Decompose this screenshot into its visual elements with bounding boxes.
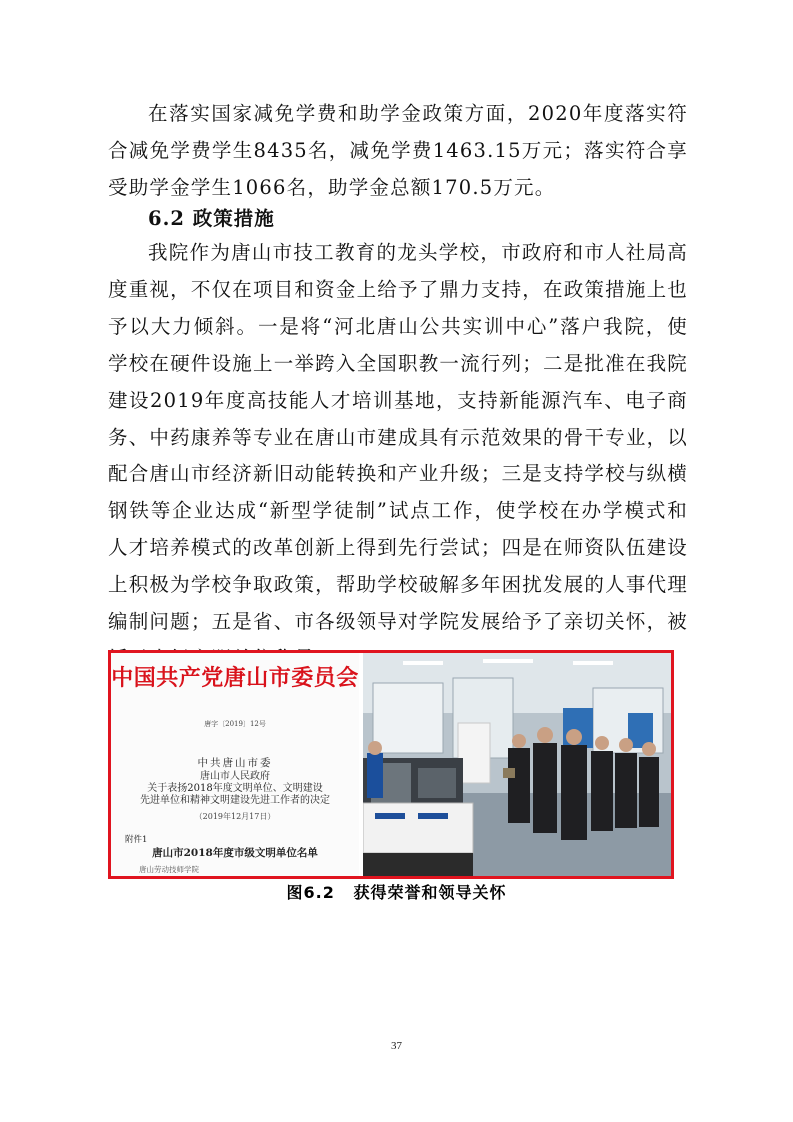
document-school: 唐山劳动技师学院 bbox=[139, 865, 199, 874]
caption-text: 获得荣誉和领导关怀 bbox=[353, 883, 507, 902]
document-list-title: 唐山市2018年度市级文明单位名单 bbox=[152, 847, 318, 859]
honor-document-image bbox=[111, 653, 359, 876]
document-line: 先进单位和精神文明建设先进工作者的决定 bbox=[140, 795, 330, 806]
document-line: 中共唐山市委 bbox=[197, 757, 273, 769]
document-header: 中国共产党唐山市委员会 bbox=[111, 665, 359, 691]
caption-number: 图6.2 bbox=[286, 883, 335, 902]
section-heading: 6.2 政策措施 bbox=[148, 207, 275, 230]
document-number: 唐字〔2019〕12号 bbox=[204, 720, 266, 728]
page-number: 37 bbox=[391, 1040, 402, 1052]
document-attachment: 附件1 bbox=[125, 835, 148, 845]
leaders-visit-photo bbox=[363, 653, 671, 876]
figure-caption bbox=[0, 880, 793, 903]
document-line: 唐山市人民政府 bbox=[200, 771, 270, 782]
document-line: 关于表扬2018年度文明单位、文明建设 bbox=[147, 783, 323, 794]
paragraph-tuition-policy: 在落实国家减免学费和助学金政策方面，2020年度落实符合减免学费学生8435名，减免学费1463.15万元；落实符合享受助学金学生1066名，助学金总额170.5万元。 bbox=[108, 102, 688, 199]
figure-honors-and-care bbox=[108, 650, 674, 879]
paragraph-policy-measures: 我院作为唐山市技工教育的龙头学校，市政府和市人社局高度重视，不仅在项目和资金上给予了鼎力支持，在政策措施上也予以大力倾斜。一是将“河北唐山公共实训中心”落户我院，使学校在硬件设施上一举跨入全国职教一流行列；二是批准在我院建设2019年度高技能人才培训基地，支持新能源汽车、电子商务、中药康养等专业在唐山市建成具有示范效果的骨干专业，以配合唐山市经济新旧动能转换和产业升级；三是支持学校与纵横钢铁等企业达成“新型学徒制”试点工作，使学校在办学模式和人才培养模式的改革创新上得到先行尝试；四是在师资队伍建设上积极为学校争取政策，帮助学校破解多年困扰发展的人事代理编制问题；五是省、市各级领导对学院发展给予了亲切关怀，被 bbox=[108, 241, 688, 634]
document-date: （2019年12月17日） bbox=[194, 812, 276, 821]
workshop-scene bbox=[363, 653, 671, 876]
